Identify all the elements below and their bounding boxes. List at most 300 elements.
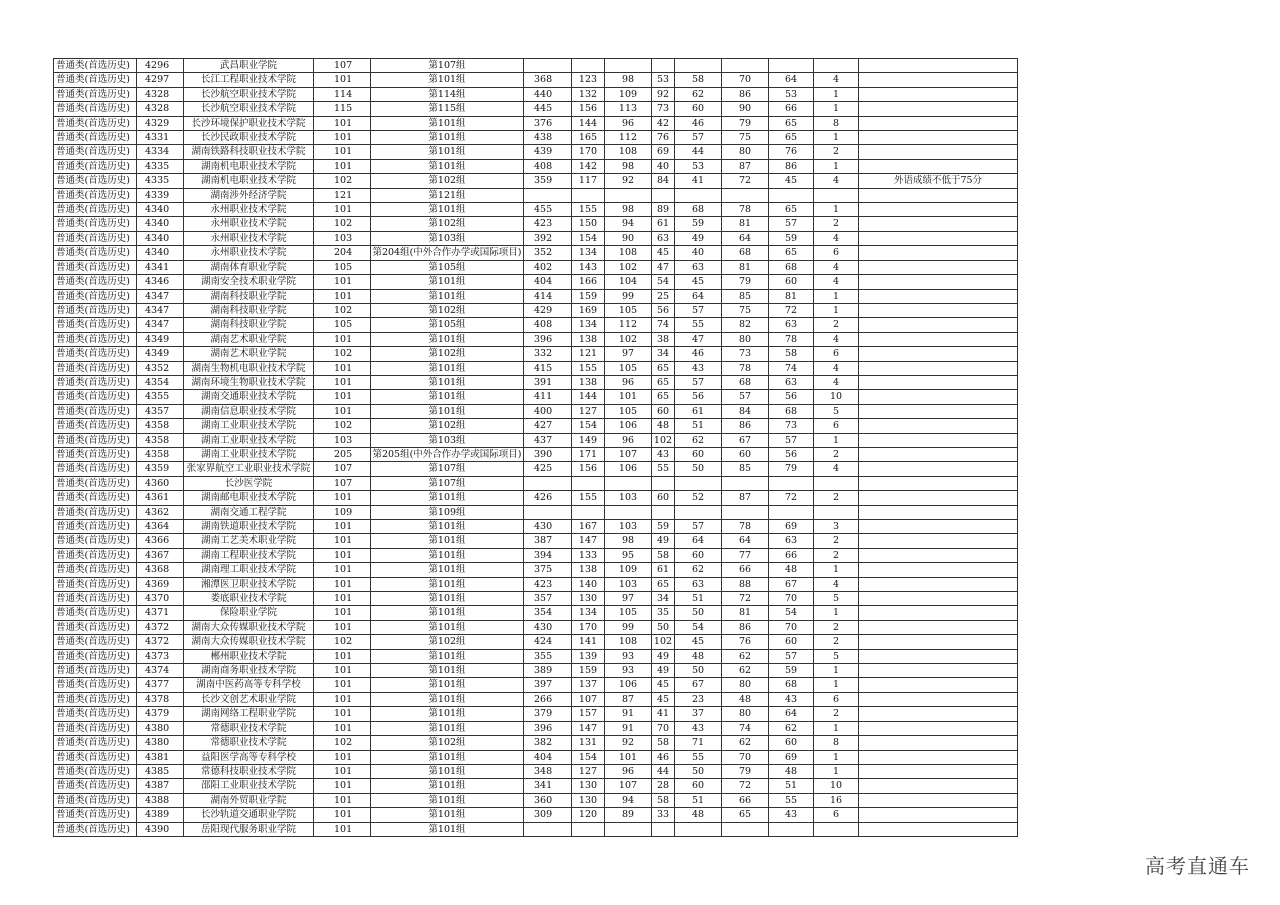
table-cell: 204 bbox=[314, 246, 371, 260]
table-cell: 103 bbox=[605, 520, 652, 534]
table-cell: 85 bbox=[722, 462, 769, 476]
table-row bbox=[54, 462, 1018, 476]
table-cell: 51 bbox=[675, 419, 722, 433]
table-cell bbox=[859, 203, 1018, 217]
table-cell: 65 bbox=[652, 361, 675, 375]
table-cell: 396 bbox=[524, 332, 572, 346]
table-row bbox=[54, 289, 1018, 303]
table-cell: 390 bbox=[524, 447, 572, 461]
table-cell: 147 bbox=[572, 534, 605, 548]
table-cell: 101 bbox=[605, 390, 652, 404]
table-cell: 5 bbox=[814, 404, 859, 418]
table-cell: 湖南工程职业技术学院 bbox=[184, 548, 314, 562]
table-cell: 107 bbox=[314, 462, 371, 476]
table-cell bbox=[722, 188, 769, 202]
table-cell: 69 bbox=[769, 750, 814, 764]
table-cell: 45 bbox=[675, 275, 722, 289]
table-cell: 102 bbox=[652, 635, 675, 649]
table-cell: 4331 bbox=[137, 131, 184, 145]
table-cell: 72 bbox=[722, 779, 769, 793]
table-cell bbox=[859, 808, 1018, 822]
table-cell: 60 bbox=[722, 447, 769, 461]
table-cell: 34 bbox=[652, 347, 675, 361]
table-cell: 97 bbox=[605, 592, 652, 606]
table-cell: 65 bbox=[769, 131, 814, 145]
table-cell: 144 bbox=[572, 390, 605, 404]
table-cell bbox=[859, 375, 1018, 389]
table-cell: 45 bbox=[652, 692, 675, 706]
table-cell: 70 bbox=[722, 750, 769, 764]
table-cell bbox=[814, 188, 859, 202]
table-cell: 2 bbox=[814, 447, 859, 461]
table-cell bbox=[859, 620, 1018, 634]
table-cell: 永州职业技术学院 bbox=[184, 231, 314, 245]
table-cell: 第101组 bbox=[371, 577, 524, 591]
table-cell bbox=[675, 505, 722, 519]
table-cell: 157 bbox=[572, 707, 605, 721]
table-cell bbox=[814, 822, 859, 836]
table-cell: 4372 bbox=[137, 620, 184, 634]
table-cell: 4358 bbox=[137, 433, 184, 447]
table-cell: 普通类(首选历史) bbox=[54, 793, 137, 807]
table-cell: 4385 bbox=[137, 764, 184, 778]
table-cell: 138 bbox=[572, 375, 605, 389]
table-cell: 岳阳现代服务职业学院 bbox=[184, 822, 314, 836]
admission-score-table bbox=[53, 58, 1018, 837]
table-cell: 普通类(首选历史) bbox=[54, 491, 137, 505]
table-cell: 50 bbox=[675, 764, 722, 778]
table-cell: 102 bbox=[314, 347, 371, 361]
table-cell: 440 bbox=[524, 87, 572, 101]
table-cell: 普通类(首选历史) bbox=[54, 822, 137, 836]
table-cell: 第101组 bbox=[371, 592, 524, 606]
table-cell: 101 bbox=[314, 289, 371, 303]
table-cell: 普通类(首选历史) bbox=[54, 736, 137, 750]
table-cell: 4 bbox=[814, 174, 859, 188]
table-cell: 邵阳工业职业技术学院 bbox=[184, 779, 314, 793]
table-cell: 101 bbox=[314, 620, 371, 634]
table-cell: 60 bbox=[652, 491, 675, 505]
table-cell: 常德职业技术学院 bbox=[184, 736, 314, 750]
table-cell: 武昌职业学院 bbox=[184, 59, 314, 73]
table-cell: 4341 bbox=[137, 260, 184, 274]
table-cell bbox=[722, 59, 769, 73]
table-cell: 80 bbox=[722, 145, 769, 159]
table-cell: 2 bbox=[814, 635, 859, 649]
table-cell: 57 bbox=[769, 433, 814, 447]
table-row bbox=[54, 275, 1018, 289]
table-cell bbox=[652, 59, 675, 73]
table-cell: 102 bbox=[605, 332, 652, 346]
table-cell: 69 bbox=[652, 145, 675, 159]
table-cell: 4347 bbox=[137, 318, 184, 332]
table-cell: 425 bbox=[524, 462, 572, 476]
table-cell: 379 bbox=[524, 707, 572, 721]
table-cell: 25 bbox=[652, 289, 675, 303]
table-cell: 第107组 bbox=[371, 59, 524, 73]
table-cell: 96 bbox=[605, 433, 652, 447]
table-cell: 2 bbox=[814, 217, 859, 231]
table-cell: 43 bbox=[675, 721, 722, 735]
table-cell: 40 bbox=[652, 159, 675, 173]
table-cell: 57 bbox=[675, 131, 722, 145]
table-cell: 第101组 bbox=[371, 491, 524, 505]
table-cell: 1 bbox=[814, 563, 859, 577]
table-cell: 50 bbox=[675, 462, 722, 476]
table-cell: 105 bbox=[605, 303, 652, 317]
table-cell: 127 bbox=[572, 404, 605, 418]
table-cell: 159 bbox=[572, 664, 605, 678]
table-cell: 266 bbox=[524, 692, 572, 706]
table-cell: 101 bbox=[314, 332, 371, 346]
table-cell: 45 bbox=[652, 246, 675, 260]
table-cell: 63 bbox=[652, 231, 675, 245]
table-cell: 382 bbox=[524, 736, 572, 750]
table-row bbox=[54, 159, 1018, 173]
table-cell: 105 bbox=[314, 260, 371, 274]
table-cell: 6 bbox=[814, 246, 859, 260]
table-cell: 93 bbox=[605, 664, 652, 678]
table-cell: 437 bbox=[524, 433, 572, 447]
table-cell: 普通类(首选历史) bbox=[54, 534, 137, 548]
table-cell: 第101组 bbox=[371, 606, 524, 620]
table-row bbox=[54, 750, 1018, 764]
table-cell bbox=[769, 476, 814, 490]
table-cell: 64 bbox=[722, 534, 769, 548]
table-cell: 普通类(首选历史) bbox=[54, 764, 137, 778]
table-cell: 76 bbox=[722, 635, 769, 649]
table-row bbox=[54, 822, 1018, 836]
table-cell: 普通类(首选历史) bbox=[54, 520, 137, 534]
table-cell bbox=[859, 116, 1018, 130]
table-cell: 165 bbox=[572, 131, 605, 145]
table-cell: 48 bbox=[675, 808, 722, 822]
table-cell: 72 bbox=[722, 174, 769, 188]
table-cell: 73 bbox=[722, 347, 769, 361]
table-cell: 87 bbox=[722, 159, 769, 173]
table-cell: 75 bbox=[722, 131, 769, 145]
table-cell: 60 bbox=[769, 635, 814, 649]
table-cell: 第101组 bbox=[371, 116, 524, 130]
table-cell: 88 bbox=[722, 577, 769, 591]
table-cell: 1 bbox=[814, 750, 859, 764]
table-cell: 53 bbox=[675, 159, 722, 173]
table-cell: 70 bbox=[769, 592, 814, 606]
table-cell bbox=[859, 145, 1018, 159]
table-cell: 4389 bbox=[137, 808, 184, 822]
table-cell: 外语成绩不低于75分 bbox=[859, 174, 1018, 188]
table-cell: 81 bbox=[769, 289, 814, 303]
table-cell: 37 bbox=[675, 707, 722, 721]
table-cell: 第101组 bbox=[371, 563, 524, 577]
table-cell bbox=[769, 59, 814, 73]
table-cell: 404 bbox=[524, 275, 572, 289]
table-cell: 102 bbox=[605, 260, 652, 274]
table-cell bbox=[859, 59, 1018, 73]
table-cell: 94 bbox=[605, 793, 652, 807]
table-cell: 长沙轨道交通职业学院 bbox=[184, 808, 314, 822]
table-cell: 66 bbox=[722, 793, 769, 807]
table-cell bbox=[769, 188, 814, 202]
table-cell: 76 bbox=[769, 145, 814, 159]
table-cell: 58 bbox=[675, 73, 722, 87]
table-row bbox=[54, 73, 1018, 87]
table-cell: 5 bbox=[814, 649, 859, 663]
table-cell: 4 bbox=[814, 275, 859, 289]
table-cell: 第101组 bbox=[371, 390, 524, 404]
table-cell: 429 bbox=[524, 303, 572, 317]
table-cell: 8 bbox=[814, 736, 859, 750]
table-row bbox=[54, 563, 1018, 577]
table-cell: 45 bbox=[652, 678, 675, 692]
table-cell: 108 bbox=[605, 246, 652, 260]
table-cell: 4378 bbox=[137, 692, 184, 706]
table-row bbox=[54, 707, 1018, 721]
table-cell: 58 bbox=[652, 793, 675, 807]
table-cell: 102 bbox=[314, 419, 371, 433]
table-row bbox=[54, 231, 1018, 245]
table-cell: 5 bbox=[814, 592, 859, 606]
table-cell: 湖南外贸职业学院 bbox=[184, 793, 314, 807]
table-cell: 101 bbox=[314, 73, 371, 87]
table-cell: 55 bbox=[675, 318, 722, 332]
table-cell: 360 bbox=[524, 793, 572, 807]
table-cell: 50 bbox=[652, 620, 675, 634]
table-cell: 430 bbox=[524, 620, 572, 634]
table-cell: 134 bbox=[572, 318, 605, 332]
table-cell bbox=[859, 447, 1018, 461]
table-row bbox=[54, 361, 1018, 375]
table-cell: 79 bbox=[722, 275, 769, 289]
table-cell: 57 bbox=[769, 649, 814, 663]
table-row bbox=[54, 793, 1018, 807]
table-cell: 105 bbox=[605, 404, 652, 418]
table-cell: 102 bbox=[314, 217, 371, 231]
table-row bbox=[54, 692, 1018, 706]
table-cell: 84 bbox=[722, 404, 769, 418]
table-cell: 80 bbox=[722, 332, 769, 346]
table-cell: 66 bbox=[769, 102, 814, 116]
table-cell: 4374 bbox=[137, 664, 184, 678]
table-cell: 6 bbox=[814, 347, 859, 361]
table-cell: 湖南交通职业技术学院 bbox=[184, 390, 314, 404]
table-cell: 第101组 bbox=[371, 793, 524, 807]
table-cell: 长沙航空职业技术学院 bbox=[184, 102, 314, 116]
table-cell: 74 bbox=[652, 318, 675, 332]
table-cell: 77 bbox=[722, 548, 769, 562]
table-cell: 89 bbox=[605, 808, 652, 822]
table-cell: 65 bbox=[769, 246, 814, 260]
table-cell: 湖南大众传媒职业技术学院 bbox=[184, 635, 314, 649]
table-cell: 4 bbox=[814, 375, 859, 389]
table-cell: 75 bbox=[722, 303, 769, 317]
table-cell: 159 bbox=[572, 289, 605, 303]
table-cell: 普通类(首选历史) bbox=[54, 419, 137, 433]
table-cell: 1 bbox=[814, 131, 859, 145]
table-cell: 79 bbox=[722, 116, 769, 130]
table-cell: 155 bbox=[572, 361, 605, 375]
table-cell bbox=[859, 332, 1018, 346]
table-cell: 普通类(首选历史) bbox=[54, 59, 137, 73]
table-cell: 389 bbox=[524, 664, 572, 678]
table-cell: 普通类(首选历史) bbox=[54, 303, 137, 317]
table-cell: 42 bbox=[652, 116, 675, 130]
table-cell: 439 bbox=[524, 145, 572, 159]
table-cell: 86 bbox=[722, 620, 769, 634]
table-row bbox=[54, 534, 1018, 548]
table-cell: 湖南网络工程职业学院 bbox=[184, 707, 314, 721]
table-cell: 103 bbox=[314, 433, 371, 447]
table-cell: 普通类(首选历史) bbox=[54, 606, 137, 620]
table-cell: 49 bbox=[652, 534, 675, 548]
table-cell: 147 bbox=[572, 721, 605, 735]
table-cell: 4352 bbox=[137, 361, 184, 375]
table-cell: 1 bbox=[814, 664, 859, 678]
table-cell: 107 bbox=[314, 59, 371, 73]
table-cell: 1 bbox=[814, 159, 859, 173]
table-cell: 湖南工艺美术职业学院 bbox=[184, 534, 314, 548]
table-cell: 137 bbox=[572, 678, 605, 692]
table-cell bbox=[572, 188, 605, 202]
table-cell: 常德职业技术学院 bbox=[184, 721, 314, 735]
table-cell: 第109组 bbox=[371, 505, 524, 519]
table-cell: 41 bbox=[652, 707, 675, 721]
table-cell: 普通类(首选历史) bbox=[54, 260, 137, 274]
watermark-logo-text: 高考直通车 bbox=[1145, 854, 1250, 878]
table-cell: 402 bbox=[524, 260, 572, 274]
table-cell: 46 bbox=[675, 347, 722, 361]
table-cell: 4340 bbox=[137, 231, 184, 245]
table-cell bbox=[814, 59, 859, 73]
table-cell: 第101组 bbox=[371, 361, 524, 375]
table-cell: 第101组 bbox=[371, 131, 524, 145]
table-cell: 101 bbox=[314, 563, 371, 577]
table-cell: 第102组 bbox=[371, 347, 524, 361]
table-cell: 98 bbox=[605, 534, 652, 548]
table-cell: 普通类(首选历史) bbox=[54, 721, 137, 735]
table-cell: 第101组 bbox=[371, 534, 524, 548]
table-cell: 56 bbox=[652, 303, 675, 317]
table-cell: 112 bbox=[605, 318, 652, 332]
table-cell: 第101组 bbox=[371, 808, 524, 822]
table-cell: 114 bbox=[314, 87, 371, 101]
table-cell: 101 bbox=[314, 649, 371, 663]
table-cell: 第105组 bbox=[371, 318, 524, 332]
table-cell: 第107组 bbox=[371, 476, 524, 490]
table-cell: 144 bbox=[572, 116, 605, 130]
table-cell: 4354 bbox=[137, 375, 184, 389]
table-cell: 第101组 bbox=[371, 332, 524, 346]
table-cell bbox=[859, 520, 1018, 534]
table-cell: 115 bbox=[314, 102, 371, 116]
table-cell: 54 bbox=[675, 620, 722, 634]
table-cell: 4 bbox=[814, 361, 859, 375]
table-cell: 94 bbox=[605, 217, 652, 231]
table-cell: 普通类(首选历史) bbox=[54, 174, 137, 188]
table-cell: 108 bbox=[605, 145, 652, 159]
table-cell: 普通类(首选历史) bbox=[54, 433, 137, 447]
table-cell: 130 bbox=[572, 592, 605, 606]
table-cell: 第101组 bbox=[371, 707, 524, 721]
table-cell: 4335 bbox=[137, 159, 184, 173]
table-cell: 第102组 bbox=[371, 174, 524, 188]
table-cell: 2 bbox=[814, 491, 859, 505]
table-cell bbox=[859, 750, 1018, 764]
table-row bbox=[54, 59, 1018, 73]
table-cell: 86 bbox=[722, 87, 769, 101]
table-cell: 张家界航空工业职业技术学院 bbox=[184, 462, 314, 476]
table-cell: 141 bbox=[572, 635, 605, 649]
table-cell: 150 bbox=[572, 217, 605, 231]
table-cell: 132 bbox=[572, 87, 605, 101]
table-cell: 49 bbox=[675, 231, 722, 245]
table-cell: 第101组 bbox=[371, 73, 524, 87]
table-cell: 123 bbox=[572, 73, 605, 87]
table-row bbox=[54, 649, 1018, 663]
table-row bbox=[54, 375, 1018, 389]
table-cell bbox=[859, 592, 1018, 606]
table-cell: 60 bbox=[675, 447, 722, 461]
table-cell: 103 bbox=[314, 231, 371, 245]
table-cell: 121 bbox=[314, 188, 371, 202]
table-cell: 101 bbox=[314, 793, 371, 807]
table-cell: 1 bbox=[814, 303, 859, 317]
table-cell: 4355 bbox=[137, 390, 184, 404]
table-cell bbox=[859, 606, 1018, 620]
table-cell: 47 bbox=[652, 260, 675, 274]
table-cell: 41 bbox=[675, 174, 722, 188]
table-cell: 第103组 bbox=[371, 231, 524, 245]
table-cell: 63 bbox=[675, 577, 722, 591]
table-cell bbox=[859, 721, 1018, 735]
table-cell: 湖南工业职业技术学院 bbox=[184, 433, 314, 447]
table-cell: 长沙航空职业技术学院 bbox=[184, 87, 314, 101]
table-cell: 永州职业技术学院 bbox=[184, 246, 314, 260]
table-cell bbox=[859, 231, 1018, 245]
table-cell: 4380 bbox=[137, 736, 184, 750]
table-cell: 4 bbox=[814, 260, 859, 274]
table-cell: 湖南邮电职业技术学院 bbox=[184, 491, 314, 505]
table-cell: 81 bbox=[722, 217, 769, 231]
table-cell: 90 bbox=[605, 231, 652, 245]
table-cell: 普通类(首选历史) bbox=[54, 390, 137, 404]
table-cell: 82 bbox=[722, 318, 769, 332]
table-cell: 134 bbox=[572, 606, 605, 620]
table-cell bbox=[859, 793, 1018, 807]
table-cell: 415 bbox=[524, 361, 572, 375]
table-cell: 普通类(首选历史) bbox=[54, 332, 137, 346]
table-cell bbox=[859, 678, 1018, 692]
table-cell: 第101组 bbox=[371, 404, 524, 418]
table-cell: 湖南机电职业技术学院 bbox=[184, 159, 314, 173]
table-cell: 48 bbox=[722, 692, 769, 706]
table-cell: 166 bbox=[572, 275, 605, 289]
table-cell: 4362 bbox=[137, 505, 184, 519]
table-cell: 4358 bbox=[137, 447, 184, 461]
table-cell: 40 bbox=[675, 246, 722, 260]
table-cell: 105 bbox=[605, 361, 652, 375]
table-cell: 87 bbox=[722, 491, 769, 505]
table-cell: 1 bbox=[814, 606, 859, 620]
table-cell bbox=[722, 822, 769, 836]
table-cell: 68 bbox=[769, 678, 814, 692]
table-cell: 湖南大众传媒职业技术学院 bbox=[184, 620, 314, 634]
table-cell: 65 bbox=[769, 203, 814, 217]
table-cell: 湖南安全技术职业学院 bbox=[184, 275, 314, 289]
table-cell: 171 bbox=[572, 447, 605, 461]
table-cell: 60 bbox=[652, 404, 675, 418]
table-cell: 永州职业技术学院 bbox=[184, 217, 314, 231]
